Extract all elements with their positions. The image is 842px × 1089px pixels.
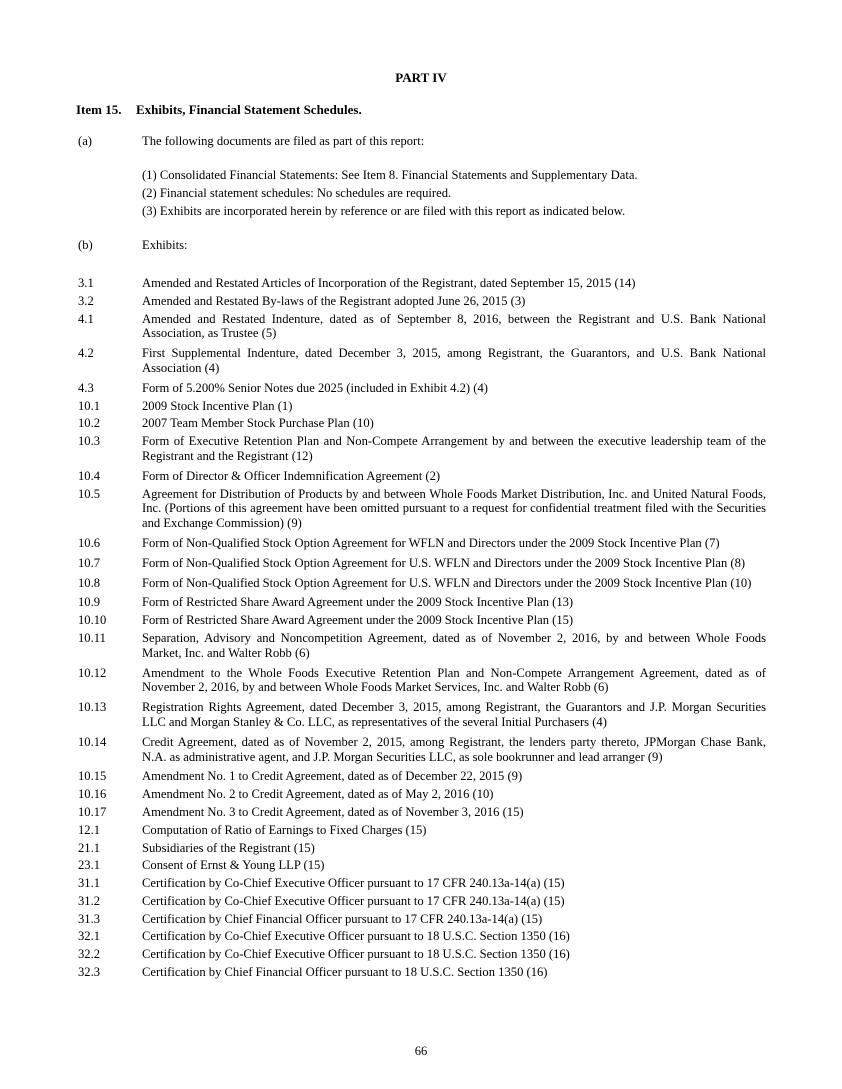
exhibit-number: 10.6 [78, 535, 101, 550]
exhibit-row [78, 858, 766, 873]
exhibit-row [78, 416, 766, 431]
exhibit-number: 10.17 [78, 804, 107, 819]
exhibit-row [78, 399, 766, 414]
exhibit-number: 4.1 [78, 311, 94, 326]
exhibit-description: 2009 Stock Incentive Plan (1) [142, 398, 293, 413]
exhibit-description: Amended and Restated Articles of Incorporation of the Registrant, dated September 15, 2015 (14) [142, 276, 636, 290]
exhibit-number: 10.14 [78, 734, 107, 749]
exhibit-description: Amendment No. 1 to Credit Agreement, dated as of December 22, 2015 (9) [142, 769, 523, 784]
exhibit-description: Form of Non-Qualified Stock Option Agreement for WFLN and Directors under the 2009 Stock Incentive Plan (7) [142, 535, 720, 550]
exhibit-description: Registration Rights Agreement, dated December 3, 2015, among Registrant, the Guarantors and J.P. Morgan Securities LLC and Morgan Stanley & Co. LLC, as representatives of the several Initial Purchasers (4) [142, 700, 766, 729]
exhibit-description: Certification by Co-Chief Executive Officer pursuant to 18 U.S.C. Section 1350 (16) [142, 947, 570, 962]
exhibit-list [78, 276, 766, 983]
exhibit-number: 31.1 [78, 876, 101, 891]
exhibit-number: 10.8 [78, 575, 101, 590]
exhibit-description: 2007 Team Member Stock Purchase Plan (10) [142, 416, 374, 431]
exhibit-description: Form of Restricted Share Award Agreement under the 2009 Stock Incentive Plan (15) [142, 613, 574, 628]
exhibit-description: Certification by Co-Chief Executive Officer pursuant to 18 U.S.C. Section 1350 (16) [142, 929, 570, 944]
exhibit-description: Separation, Advisory and Noncompetition Agreement, dated as of November 2, 2016, by and between Whole Foods Market, Inc. and Walter Robb (6) [142, 630, 766, 660]
exhibit-number: 10.11 [78, 630, 106, 645]
section-a-row [78, 134, 766, 149]
exhibit-number: 23.1 [78, 858, 101, 873]
exhibit-row [78, 735, 766, 765]
exhibit-row [78, 487, 766, 531]
section-b-row [78, 238, 766, 253]
exhibit-number: 10.12 [78, 665, 107, 680]
exhibit-row [78, 631, 766, 661]
exhibit-number: 21.1 [78, 840, 101, 855]
exhibit-number: 10.4 [78, 468, 101, 483]
exhibit-number: 10.9 [78, 595, 101, 610]
exhibit-number: 4.3 [78, 380, 94, 395]
part-title: PART IV [395, 70, 447, 85]
exhibit-description: Form of Restricted Share Award Agreement under the 2009 Stock Incentive Plan (13) [142, 595, 574, 610]
exhibit-row [78, 769, 766, 784]
section-a-item: (3) Exhibits are incorporated herein by reference or are filed with this report as indicated below. [142, 204, 626, 218]
exhibit-number: 10.3 [78, 434, 101, 449]
exhibit-row [78, 965, 766, 980]
exhibit-description: Agreement for Distribution of Products by and between Whole Foods Market Distribution, Inc. and United Natural Foods, Inc. (Portions of this agreement have been omitted pursuant to a request for confidential treatment filed with the Securities and Exchange Commission) (9) [142, 486, 766, 531]
exhibit-number: 10.10 [78, 613, 107, 628]
exhibit-row [78, 434, 766, 464]
exhibit-description: Form of Non-Qualified Stock Option Agreement for U.S. WFLN and Directors under the 2009 Stock Incentive Plan (10) [142, 575, 752, 590]
exhibit-number: 31.3 [78, 911, 101, 926]
exhibit-row [78, 381, 766, 396]
item-title: Exhibits, Financial Statement Schedules. [136, 102, 362, 117]
exhibit-number: 12.1 [78, 822, 101, 837]
exhibit-description: Computation of Ratio of Earnings to Fixed Charges (15) [142, 822, 427, 837]
exhibit-description: Certification by Chief Financial Officer pursuant to 18 U.S.C. Section 1350 (16) [142, 965, 548, 980]
exhibit-description: Subsidiaries of the Registrant (15) [142, 840, 315, 855]
section-a-label: (a) [78, 134, 92, 148]
section-a-item: (2) Financial statement schedules: No schedules are required. [142, 186, 452, 200]
exhibit-number: 10.7 [78, 555, 101, 570]
exhibit-row [78, 536, 766, 551]
exhibit-number: 10.1 [78, 398, 101, 413]
exhibit-number: 10.5 [78, 486, 101, 501]
exhibit-row [78, 841, 766, 856]
exhibit-number: 10.13 [78, 700, 107, 715]
exhibit-row [78, 700, 766, 730]
exhibit-row [78, 556, 766, 571]
exhibit-number: 10.2 [78, 416, 101, 431]
exhibit-row [78, 894, 766, 909]
exhibit-description: First Supplemental Indenture, dated December 3, 2015, among Registrant, the Guarantors, and U.S. Bank National Association (4) [142, 346, 766, 375]
exhibit-row [78, 876, 766, 891]
exhibit-description: Amendment No. 3 to Credit Agreement, dated as of November 3, 2016 (15) [142, 804, 524, 819]
exhibit-row [78, 576, 766, 591]
section-b-label: (b) [78, 238, 93, 252]
section-a-intro: The following documents are filed as part of this report: [142, 134, 425, 148]
exhibit-row [78, 312, 766, 342]
section-b-title: Exhibits: [142, 238, 188, 252]
exhibit-description: Certification by Chief Financial Officer pursuant to 17 CFR 240.13a-14(a) (15) [142, 911, 543, 926]
exhibit-description: Amended and Restated Indenture, dated as of September 8, 2016, between the Registrant and U.S. Bank National Association, as Trustee (5) [142, 311, 766, 341]
exhibit-number: 10.15 [78, 769, 107, 784]
exhibit-description: Form of Director & Officer Indemnification Agreement (2) [142, 468, 441, 483]
exhibit-number: 10.16 [78, 787, 107, 802]
exhibit-description: Certification by Co-Chief Executive Officer pursuant to 17 CFR 240.13a-14(a) (15) [142, 893, 565, 908]
section-a-item: (1) Consolidated Financial Statements: See Item 8. Financial Statements and Supplementary Data. [142, 168, 638, 182]
page-number: 66 [414, 1044, 428, 1058]
exhibit-number: 4.2 [78, 346, 94, 361]
exhibit-row [78, 294, 766, 309]
exhibit-description: Certification by Co-Chief Executive Officer pursuant to 17 CFR 240.13a-14(a) (15) [142, 876, 565, 891]
exhibit-row [78, 947, 766, 962]
exhibit-row [78, 613, 766, 628]
exhibit-row [78, 276, 766, 291]
exhibit-number: 3.2 [78, 293, 94, 308]
exhibit-number: 31.2 [78, 893, 101, 908]
exhibit-description: Form of Executive Retention Plan and Non-Compete Arrangement by and between the executive leadership team of the Registrant and the Registrant (12) [142, 434, 766, 463]
exhibit-description: Amendment No. 2 to Credit Agreement, dated as of May 2, 2016 (10) [142, 787, 494, 802]
exhibit-description: Consent of Ernst & Young LLP (15) [142, 858, 325, 873]
exhibit-description: Form of 5.200% Senior Notes due 2025 (included in Exhibit 4.2) (4) [142, 380, 488, 395]
exhibit-number: 32.3 [78, 965, 101, 980]
exhibit-description: Amended and Restated By-laws of the Registrant adopted June 26, 2015 (3) [142, 293, 526, 308]
exhibit-description: Credit Agreement, dated as of November 2, 2015, among Registrant, the lenders party thereto, JPMorgan Chase Bank, N.A. as administrative agent, and J.P. Morgan Securities LLC, as sole bookrunner and lead arranger (9) [142, 734, 766, 764]
exhibit-row [78, 805, 766, 820]
exhibit-row [78, 929, 766, 944]
exhibit-row [78, 595, 766, 610]
exhibit-row [78, 346, 766, 376]
exhibit-row [78, 787, 766, 802]
exhibit-number: 3.1 [78, 276, 94, 290]
exhibit-description: Amendment to the Whole Foods Executive Retention Plan and Non-Compete Arrangement Agreement, dated as of November 2, 2016, by and between Whole Foods Market Services, Inc. and Walter Robb (6) [142, 665, 766, 695]
item-heading [76, 103, 362, 118]
exhibit-row [78, 666, 766, 696]
exhibit-row [78, 469, 766, 484]
exhibit-row [78, 823, 766, 838]
exhibit-description: Form of Non-Qualified Stock Option Agreement for U.S. WFLN and Directors under the 2009 Stock Incentive Plan (8) [142, 555, 746, 570]
item-number: Item 15. [76, 102, 122, 117]
exhibit-number: 32.2 [78, 947, 101, 962]
exhibit-number: 32.1 [78, 929, 101, 944]
exhibit-row [78, 912, 766, 927]
